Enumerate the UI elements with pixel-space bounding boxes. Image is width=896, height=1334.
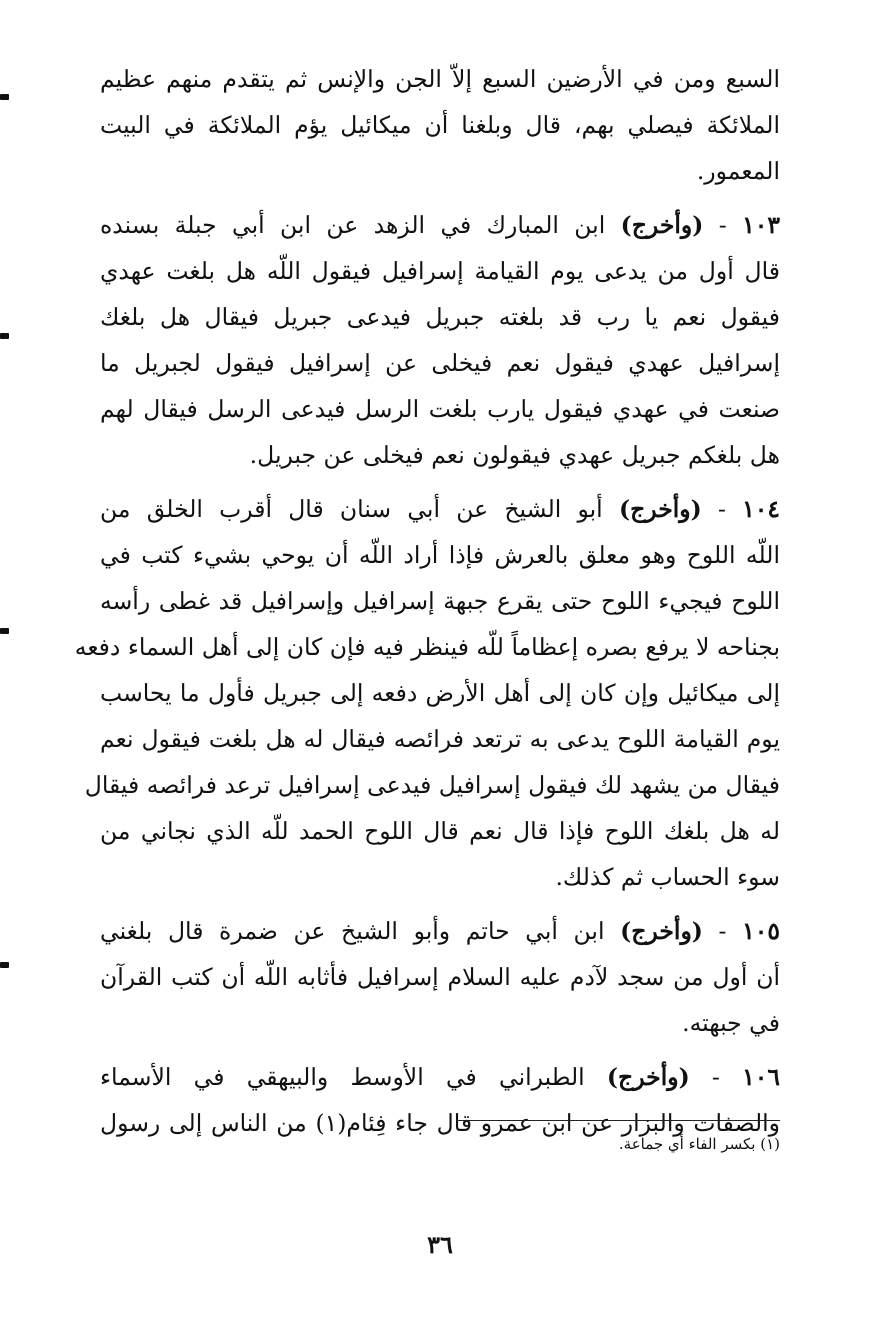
text-line: اللوح فيجيء اللوح حتى يقرع جبهة إسرافيل وإسرافيل قد غطى رأسه (100, 587, 780, 615)
narration-number: ١٠٣ (742, 211, 780, 239)
paragraph-continuation (100, 56, 780, 194)
text-line: سوء الحساب ثم كذلك. (555, 863, 780, 891)
narration-keyword: (وأخرج) (618, 495, 702, 523)
text-line: في جبهته. (682, 1009, 780, 1037)
text-line: السبع ومن في الأرضين السبع إلاّ الجن والإنس ثم يتقدم منهم عظيم (100, 65, 780, 93)
footnote: (١) بكسر الفاء أي جماعة. (618, 1135, 780, 1153)
text-line: والصفات والبزار عن ابن عمرو قال جاء فِئام(١) من الناس إلى رسول (100, 1109, 780, 1137)
text-line-content: ابن أبي حاتم وأبو الشيخ عن ضمرة قال بلغني (100, 917, 605, 945)
narration-105 (100, 908, 780, 1046)
narration-number: ١٠٦ (742, 1063, 780, 1091)
narration-number: ١٠٤ (742, 495, 780, 523)
scan-edge-mark (0, 94, 9, 100)
narration-keyword: (وأخرج) (620, 211, 704, 239)
text-line: صنعت في عهدي فيقول يارب بلغت الرسل فيدعى الرسل فيقال لهم (100, 395, 780, 423)
text-line: إسرافيل عهدي فيقول نعم فيخلى عن إسرافيل فيقول لجبريل ما (100, 349, 780, 377)
text-line: اللّه اللوح وهو معلق بالعرش فإذا أراد اللّه أن يوحي بشيء كتب في (100, 541, 780, 569)
narration-keyword: (وأخرج) (620, 917, 703, 945)
narration-103 (100, 202, 780, 478)
page-number: ٣٦ (427, 1230, 453, 1259)
scan-edge-mark (0, 628, 9, 634)
footnote-divider (456, 1120, 780, 1121)
scan-edge-mark (0, 333, 9, 339)
text-line: بجناحه لا يرفع بصره إعظاماً للّه فينظر فيه فإن كان إلى أهل السماء دفعه (74, 633, 780, 661)
text-line: المعمور. (696, 157, 780, 185)
text-line: ١٠٤ - (وأخرج) أبو الشيخ عن أبي سنان قال أقرب الخلق من (100, 495, 780, 523)
text-line: أن أول من سجد لآدم عليه السلام إسرافيل فأثابه اللّه أن كتب القرآن (100, 963, 780, 991)
text-line-content: الطبراني في الأوسط والبيهقي في الأسماء (100, 1063, 585, 1091)
text-line: ١٠٣ - (وأخرج) ابن المبارك في الزهد عن ابن أبي جبلة بسنده (100, 211, 780, 239)
text-line-content: أبو الشيخ عن أبي سنان قال أقرب الخلق من (100, 495, 603, 523)
text-line: فيقول نعم يا رب قد بلغته جبريل فيدعى جبريل فيقال هل بلغك (100, 303, 780, 331)
text-line-content: ابن المبارك في الزهد عن ابن أبي جبلة بسنده (100, 211, 606, 239)
narration-number: ١٠٥ (742, 917, 780, 945)
text-line: إلى ميكائيل وإن كان إلى أهل الأرض دفعه إلى جبريل فأول ما يحاسب (100, 679, 780, 707)
text-line: له هل بلغك اللوح فإذا قال نعم قال اللوح الحمد للّه الذي نجاني من (100, 817, 780, 845)
text-line: قال أول من يدعى يوم القيامة إسرافيل فيقول اللّه هل بلغت عهدي (100, 257, 780, 285)
scan-edge-mark (0, 962, 9, 968)
text-line: ١٠٦ - (وأخرج) الطبراني في الأوسط والبيهقي في الأسماء (100, 1063, 780, 1091)
text-line: ١٠٥ - (وأخرج) ابن أبي حاتم وأبو الشيخ عن ضمرة قال بلغني (100, 917, 780, 945)
narration-keyword: (وأخرج) (606, 1063, 690, 1091)
text-line: فيقال من يشهد لك فيقول إسرافيل فيدعى إسرافيل ترعد فرائصه فيقال (84, 771, 780, 799)
book-page (74, 56, 781, 1286)
text-line: الملائكة فيصلي بهم، قال وبلغنا أن ميكائيل يؤم الملائكة في البيت (100, 111, 781, 139)
text-line: هل بلغكم جبريل عهدي فيقولون نعم فيخلى عن جبريل. (249, 441, 780, 469)
narration-104 (74, 486, 780, 900)
text-line: يوم القيامة اللوح يدعى به ترتعد فرائصه فيقال له هل بلغت فيقول نعم (100, 725, 780, 753)
